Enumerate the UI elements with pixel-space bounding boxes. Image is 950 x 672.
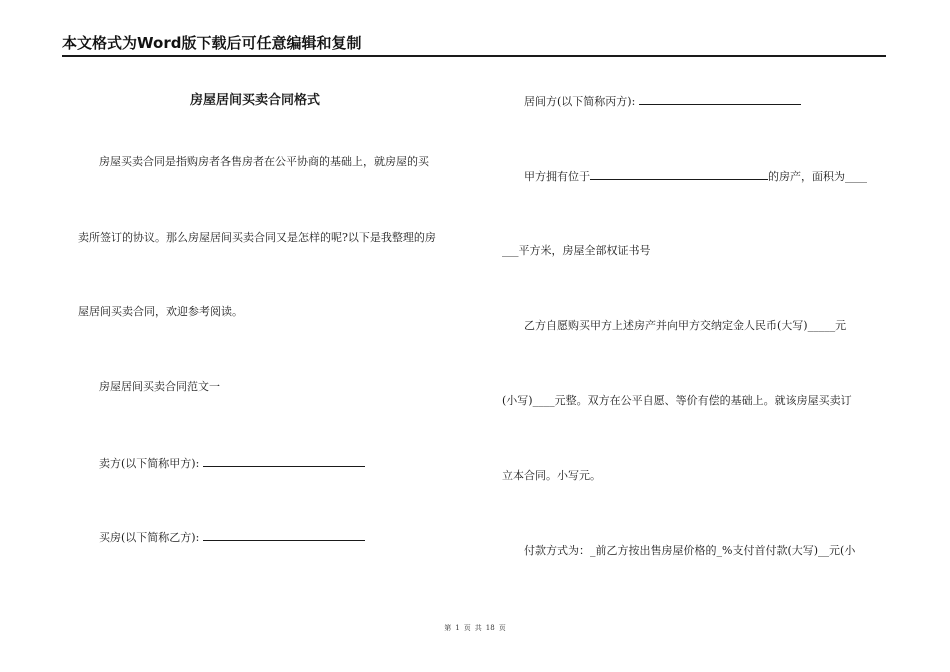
buyer-label: 买房(以下简称乙方): bbox=[99, 531, 200, 544]
footer-total-pages: 18 bbox=[485, 624, 495, 632]
broker-blank bbox=[639, 94, 801, 105]
seller-label: 卖方(以下简称甲方): bbox=[99, 457, 200, 470]
intro-line-1: 房屋买卖合同是指购房者各售房者在公平协商的基础上，就房屋的买 bbox=[99, 155, 429, 168]
property-location-blank bbox=[590, 169, 768, 180]
document-title: 房屋居间买卖合同格式 bbox=[190, 93, 321, 108]
buyer-line bbox=[99, 530, 365, 545]
broker-line bbox=[524, 94, 801, 109]
header-title: 本文格式为Word版下载后可任意编辑和复制 bbox=[62, 34, 362, 52]
intro-line-2: 卖所签订的协议。那么房屋居间买卖合同又是怎样的呢?以下是我整理的房 bbox=[78, 231, 436, 244]
deposit-line-1: 乙方自愿购买甲方上述房产并向甲方交纳定金人民币(大写)_____元 bbox=[524, 319, 847, 332]
seller-line bbox=[99, 456, 365, 471]
footer-page-unit: 页 bbox=[463, 624, 471, 632]
footer-total-unit: 页 bbox=[498, 624, 506, 632]
payment-line: 付款方式为：_前乙方按出售房屋价格的_%支付首付款(大写)__元(小 bbox=[524, 544, 856, 557]
document-header bbox=[62, 34, 886, 57]
broker-label: 居间方(以下简称丙方): bbox=[524, 95, 636, 108]
deposit-line-3: 立本合同。小写元。 bbox=[502, 469, 601, 482]
sample-heading: 房屋居间买卖合同范文一 bbox=[99, 380, 220, 393]
property-line-1 bbox=[524, 169, 867, 184]
property-text-b: 的房产，面积为____ bbox=[768, 170, 867, 183]
seller-blank bbox=[203, 456, 365, 467]
deposit-line-2: (小写)____元整。双方在公平自愿、等价有偿的基础上。就该房屋买卖订 bbox=[502, 394, 852, 407]
buyer-blank bbox=[203, 530, 365, 541]
intro-line-3: 屋居间买卖合同，欢迎参考阅读。 bbox=[78, 305, 243, 318]
property-text-a: 甲方拥有位于 bbox=[524, 170, 590, 183]
footer-total-label: 共 bbox=[474, 624, 482, 632]
property-line-2: ___平方米，房屋全部权证书号 bbox=[502, 244, 651, 257]
page-footer bbox=[0, 623, 950, 633]
footer-page-label: 第 bbox=[444, 624, 452, 632]
footer-page-number: 1 bbox=[455, 624, 460, 632]
